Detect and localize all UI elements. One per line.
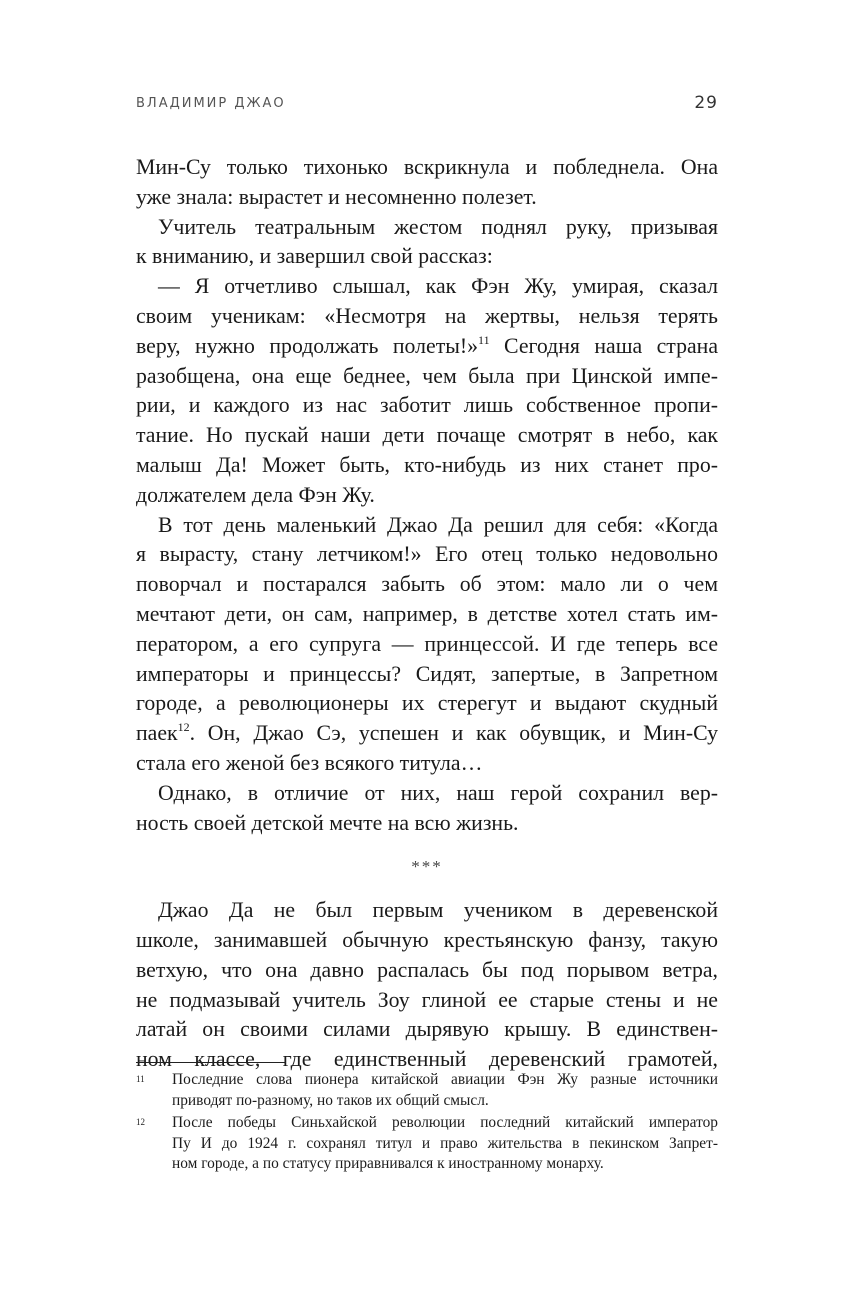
text-line: В тот день маленький Джао Да решил для себя: «Когда — [158, 512, 718, 537]
text-line: Мин-Су только тихонько вскрикнула и побледнела. Она — [136, 155, 718, 179]
text-segment: Сегодня наша страна — [489, 333, 718, 358]
text-line: малыш Да! Может быть, кто-нибудь из них станет про- — [136, 452, 718, 477]
text-line: ператором, а его супруга — принцессой. И где теперь все — [136, 631, 718, 656]
footnotes — [136, 1070, 718, 1177]
author-name: ВЛАДИМИР ДЖАО — [136, 96, 286, 111]
footnote-ref-12: 12 — [177, 720, 190, 735]
body-text — [136, 153, 718, 1075]
text-line — [136, 332, 718, 362]
text-line: императоры и принцессы? Сидят, запертые, в Запретном — [136, 661, 718, 686]
footnote-12 — [136, 1113, 718, 1175]
text-line: к вниманию, и завершил свой рассказ: — [136, 244, 493, 269]
footnote-line: После победы Синьхайской революции последний китайский император — [172, 1114, 718, 1131]
text-segment: веру, нужно продолжать полеты!» — [136, 333, 479, 358]
page-number: 29 — [694, 93, 718, 113]
text-line: Однако, в отличие от них, наш герой сохранил вер- — [158, 780, 718, 805]
text-line: Джао Да не был первым учеником в деревенской — [158, 898, 718, 923]
running-header — [136, 93, 718, 115]
footnote-line: Пу И до 1924 г. сохранял титул и право жительства в пекинском Запрет- — [172, 1134, 718, 1152]
text-line: — Я отчетливо слышал, как Фэн Жу, умирая, сказал — [158, 274, 718, 299]
text-line: ность своей детской мечте на всю жизнь. — [136, 810, 519, 835]
text-line: должателем дела Фэн Жу. — [136, 482, 375, 507]
text-segment: паек — [136, 721, 178, 746]
footnote-11 — [136, 1070, 718, 1111]
section-separator: *** — [411, 857, 443, 877]
text-line: ном классе, где единственный деревенский грамотей, — [136, 1047, 718, 1072]
text-line: городе, а революционеры их стерегут и выдают скудный — [136, 691, 718, 716]
text-line: стала его женой без всякого титула… — [136, 750, 483, 775]
text-line: Учитель театральным жестом поднял руку, призывая — [158, 214, 718, 239]
footnote-line: ном городе, а по статусу приравнивался к иностранному монарху. — [172, 1155, 604, 1172]
footnote-number: 11 — [136, 1074, 145, 1084]
footnote-line: Последние слова пионера китайской авиации Фэн Жу разные источники — [172, 1071, 718, 1088]
text-line: рии, и каждого из нас заботит лишь собственное пропи- — [136, 393, 718, 418]
text-line: я вырасту, стану летчиком!» Его отец только недовольно — [136, 542, 718, 567]
text-line: разобщена, она еще беднее, чем была при Цинской импе- — [136, 363, 718, 388]
footnote-number: 12 — [136, 1117, 145, 1127]
text-line: латай он своими силами дырявую крышу. В единствен- — [136, 1017, 718, 1042]
text-segment: . Он, Джао Сэ, успешен и как обувщик, и Мин-Су — [189, 721, 718, 746]
text-line: школе, занимавшей обычную крестьянскую фанзу, такую — [136, 927, 718, 952]
text-line — [136, 719, 718, 749]
footnote-ref-11: 11 — [478, 332, 490, 347]
text-line: поворчал и постарался забыть об этом: мало ли о чем — [136, 572, 718, 597]
text-line: мечтают дети, он сам, например, в детстве хотел стать им- — [136, 601, 718, 626]
text-line: уже знала: вырастет и несомненно полезет. — [136, 184, 537, 209]
text-line: не подмазывай учитель Зоу глиной ее старые стены и не — [136, 987, 718, 1012]
footnote-divider — [136, 1062, 286, 1063]
text-line: своим ученикам: «Несмотря на жертвы, нельзя терять — [136, 303, 718, 328]
text-line: тание. Но пускай наши дети почаще смотрят в небо, как — [136, 423, 718, 448]
text-line: ветхую, что она давно распалась бы под порывом ветра, — [136, 957, 718, 982]
footnote-line: приводят по-разному, но таков их общий смысл. — [172, 1091, 489, 1109]
